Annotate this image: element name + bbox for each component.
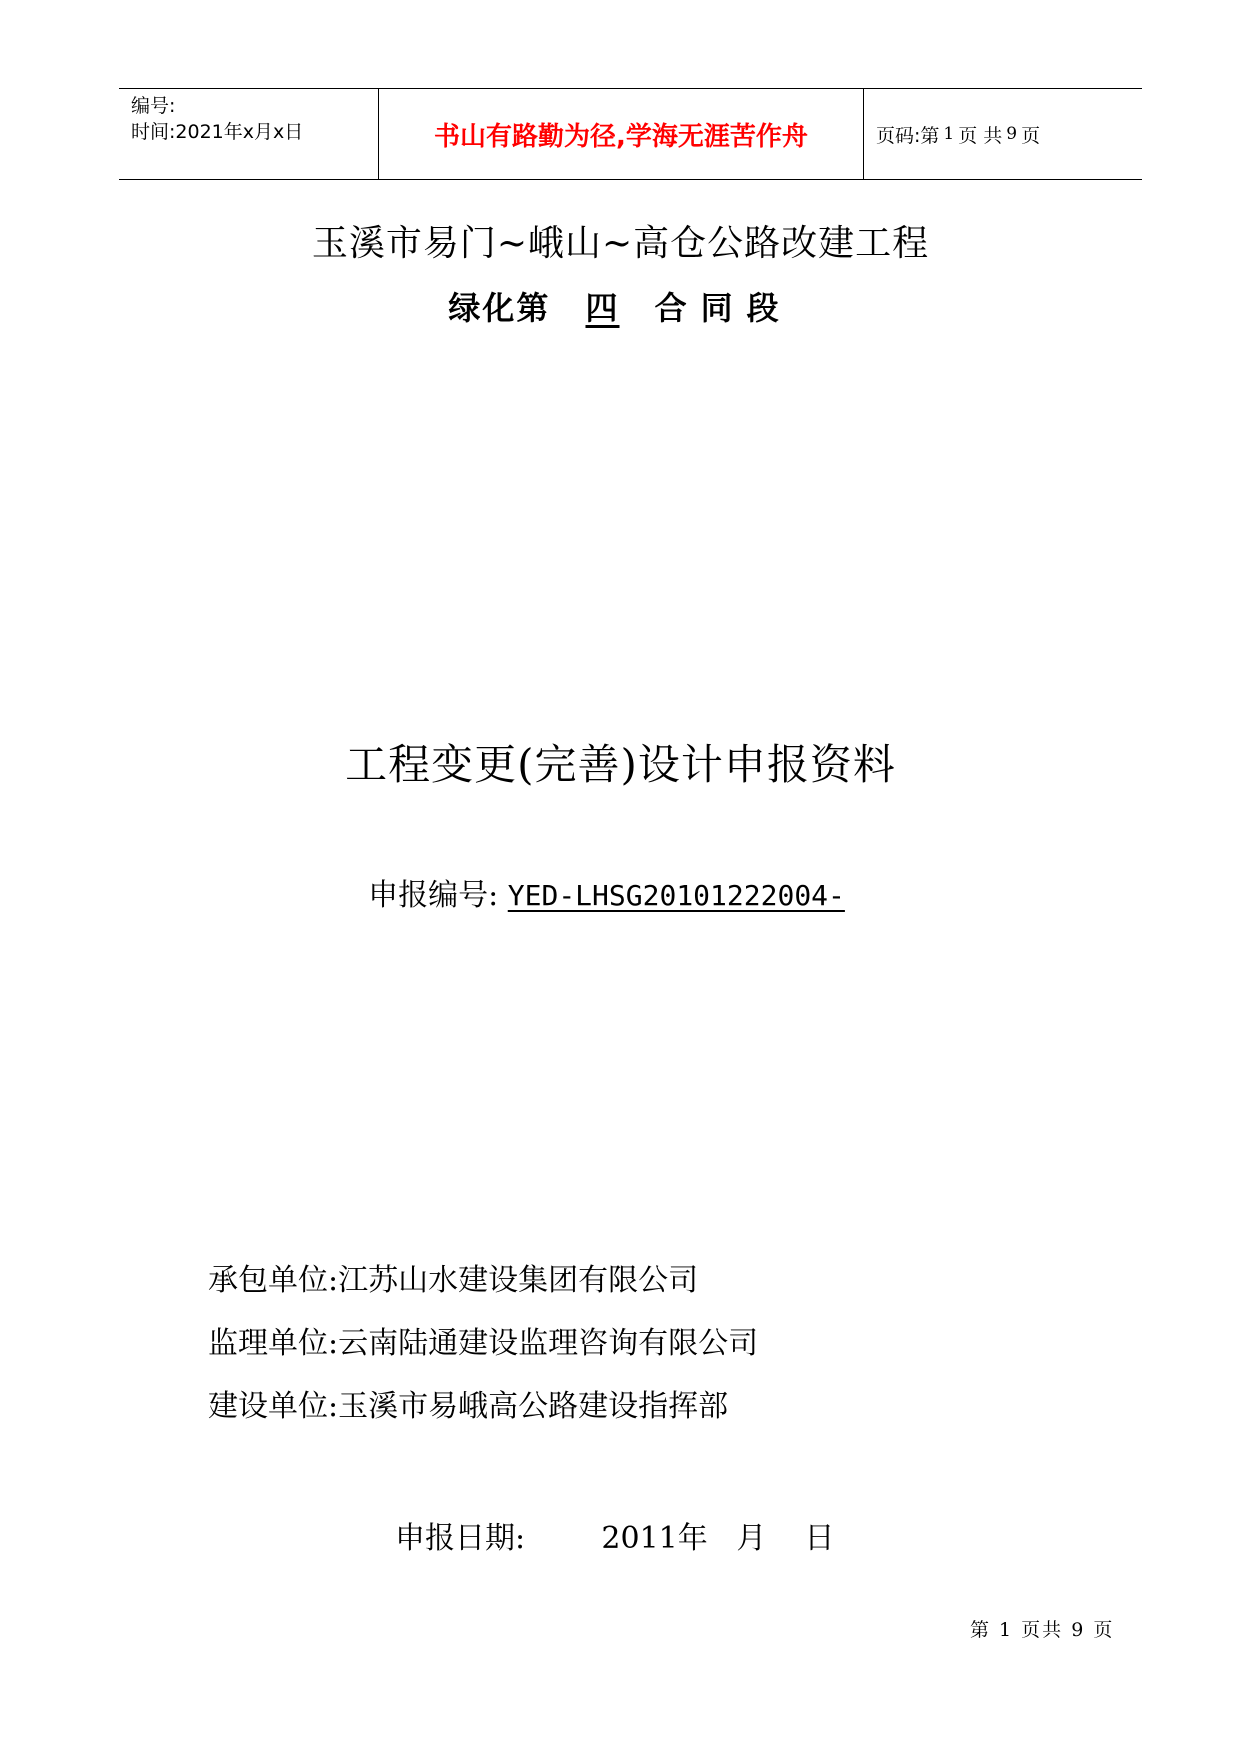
header-meta-cell <box>119 89 379 179</box>
page-suffix: 页 <box>1021 124 1041 147</box>
apply-number-code: YED-LHSG20101222004- <box>507 879 845 912</box>
section-number: 四 <box>585 289 620 327</box>
page-code-cell <box>864 89 1142 179</box>
motto-text: 书山有路勤为径,学海无涯苦作舟 <box>434 121 808 152</box>
document-main-title: 工程变更(完善)设计申报资料 <box>345 740 896 789</box>
page-current: 1 <box>943 124 955 144</box>
section-prefix: 绿化第 <box>448 289 551 327</box>
supervisor-unit: 监理单位:云南陆通建设监理咨询有限公司 <box>208 1326 759 1361</box>
apply-date: 申报日期: 2011年 月 日 <box>395 1521 835 1556</box>
page-total: 9 <box>1006 124 1018 144</box>
number-label: 编号: <box>131 95 176 117</box>
contractor-unit: 承包单位:江苏山水建设集团有限公司 <box>208 1263 699 1298</box>
header-table <box>119 88 1142 180</box>
time-label: 时间:2021年x月x日 <box>131 121 304 143</box>
apply-number-label: 申报编号: <box>368 878 499 913</box>
project-title: 玉溪市易门~峨山~高仓公路改建工程 <box>311 223 930 264</box>
page-footer: 第 1 页共 9 页 <box>970 1619 1115 1641</box>
page-mid: 页 共 <box>958 124 1003 147</box>
builder-unit: 建设单位:玉溪市易峨高公路建设指挥部 <box>208 1389 729 1424</box>
section-suffix: 合同段 <box>654 289 793 327</box>
apply-number-line <box>0 870 1241 914</box>
motto-cell <box>379 89 864 179</box>
page-prefix: 页码:第 <box>876 124 940 147</box>
contract-section-title <box>0 283 1241 329</box>
